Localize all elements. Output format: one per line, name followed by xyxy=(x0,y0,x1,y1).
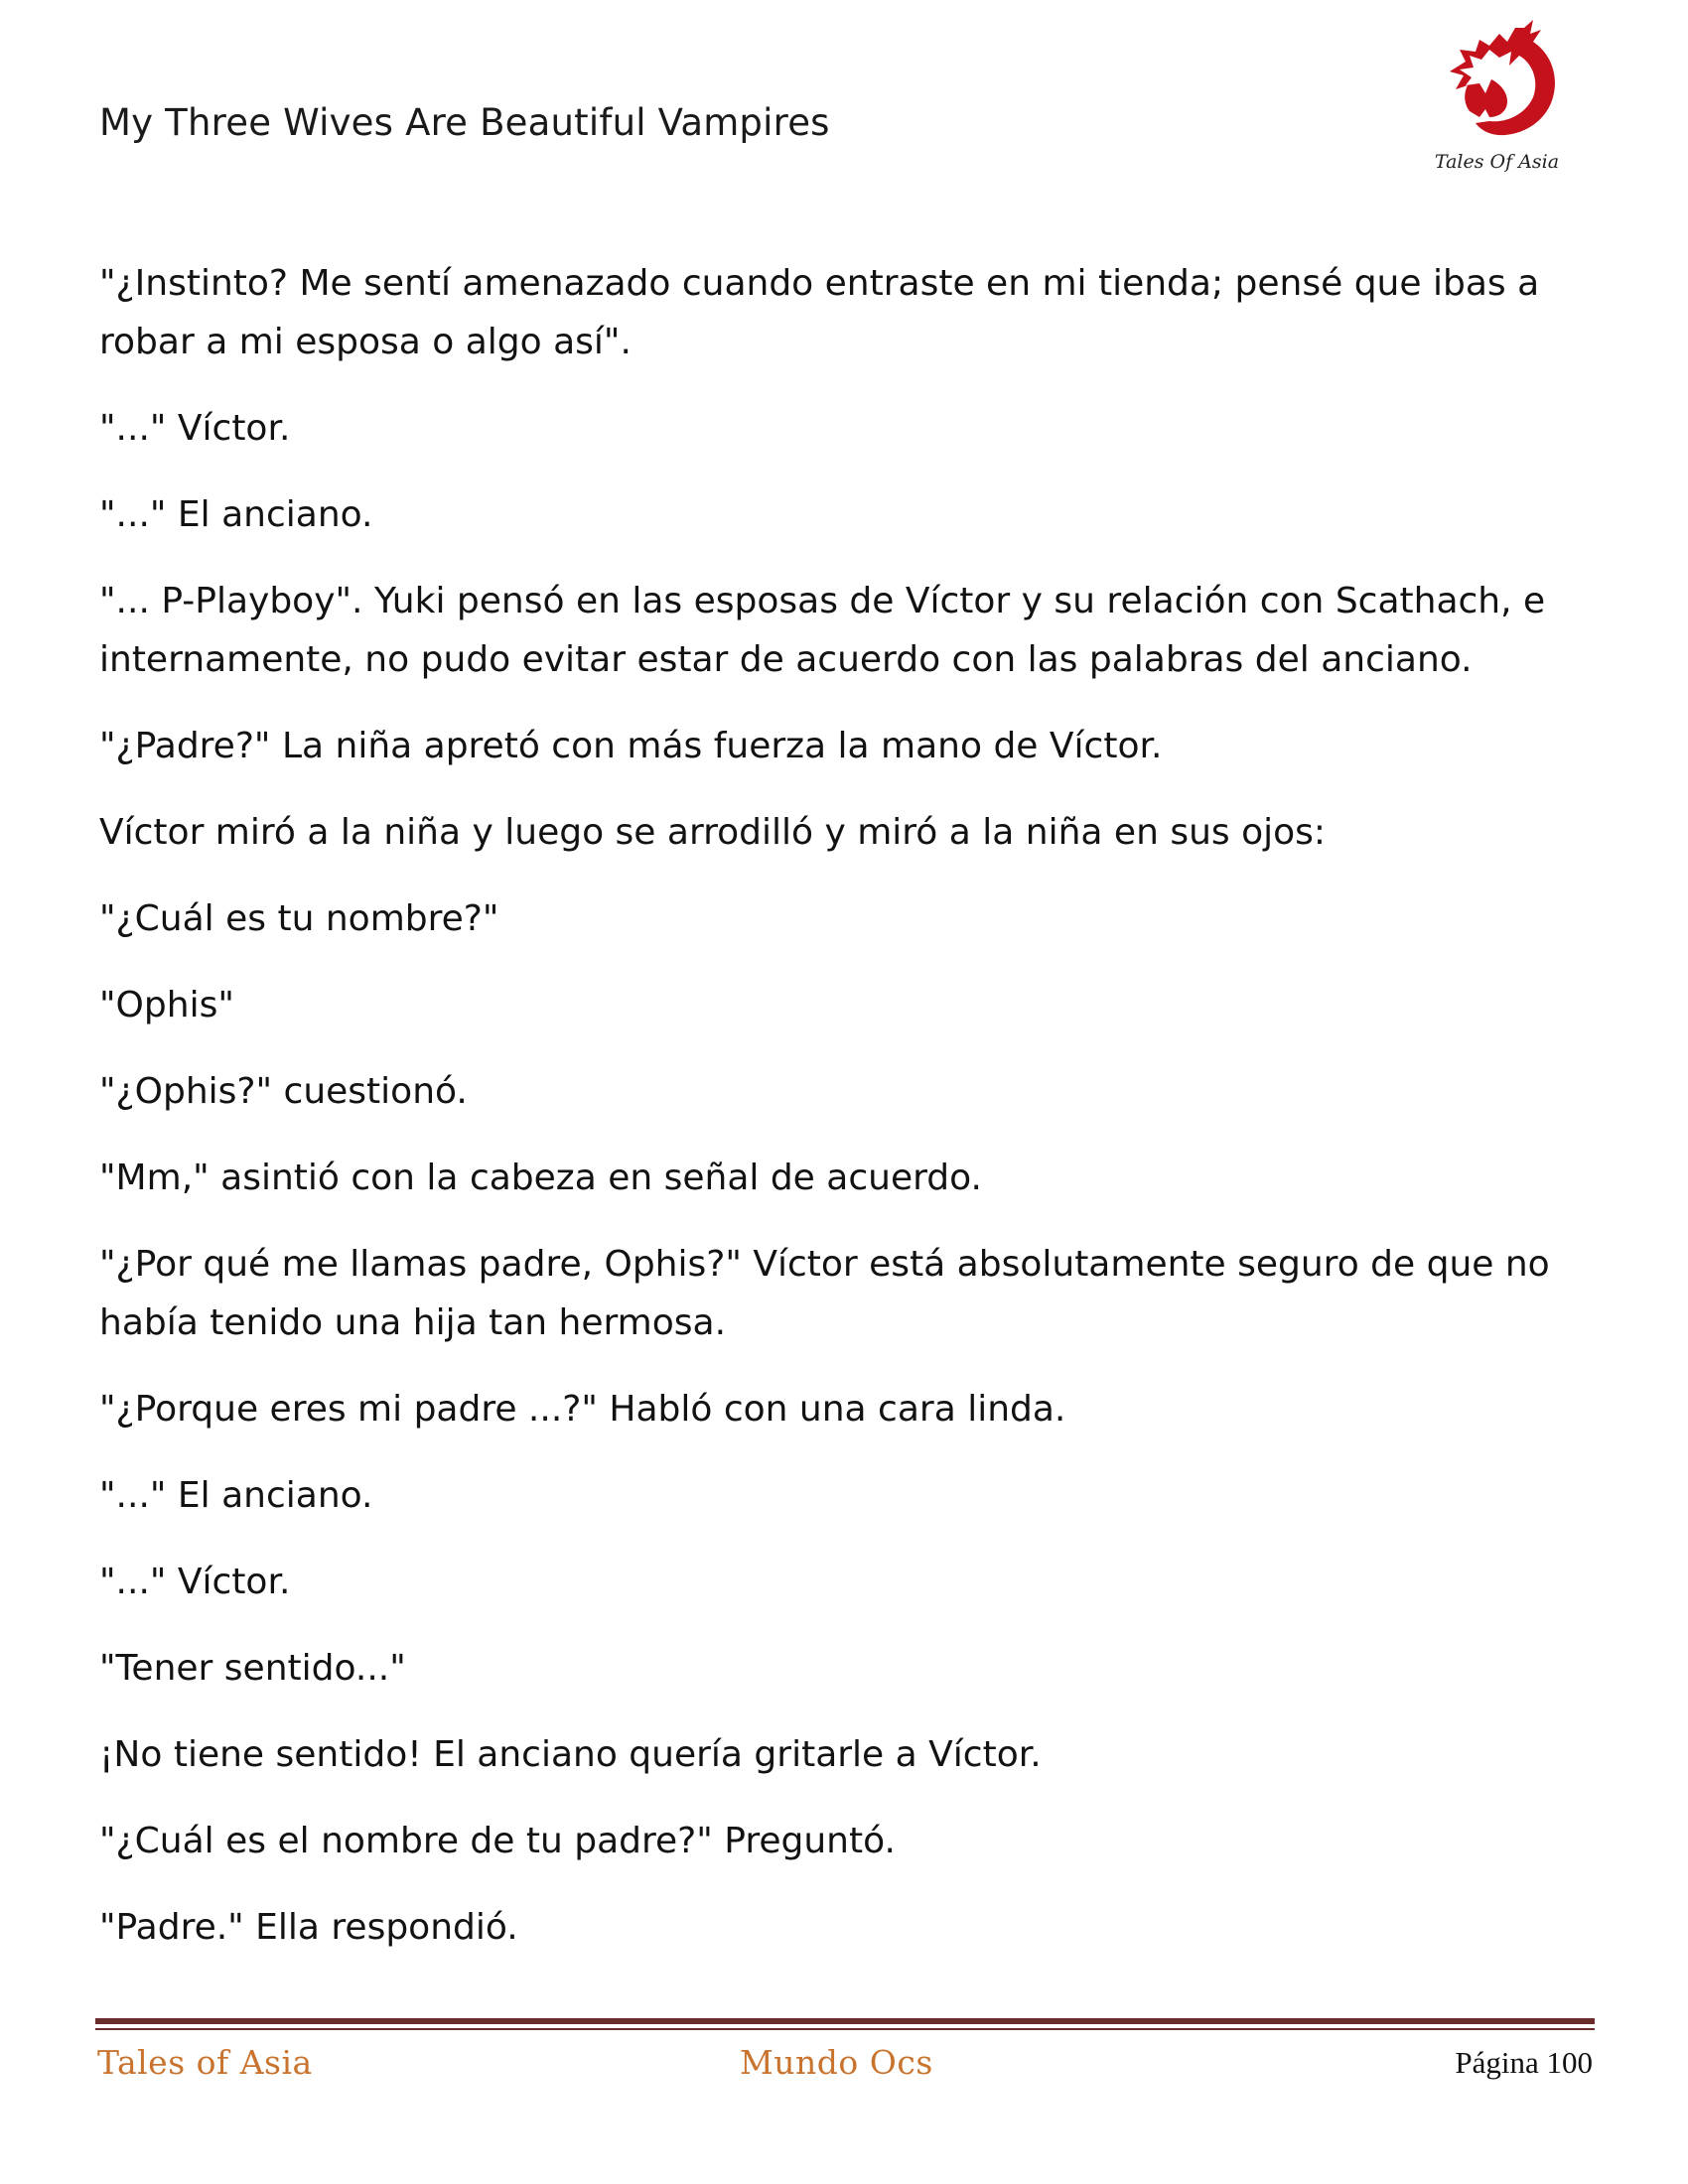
footer-divider xyxy=(95,2018,1595,2024)
footer-section: Mundo Ocs xyxy=(740,2043,933,2082)
dragon-icon xyxy=(1430,20,1564,159)
paragraph: "¿Padre?" La niña apretó con más fuerza la mano de Víctor. xyxy=(99,726,1163,766)
paragraph: "¿Ophis?" cuestionó. xyxy=(99,1071,468,1112)
paragraph: "Padre." Ella respondió. xyxy=(99,1907,518,1948)
paragraph: "Mm," asintió con la cabeza en señal de acuerdo. xyxy=(99,1158,982,1198)
paragraph: "..." El anciano. xyxy=(99,1475,373,1516)
paragraph: "¿Cuál es el nombre de tu padre?" Preguntó. xyxy=(99,1821,896,1861)
page-number: Página 100 xyxy=(1455,2045,1593,2080)
paragraph: "¿Porque eres mi padre ...?" Habló con una cara linda. xyxy=(99,1389,1066,1430)
paragraph: "¿Por qué me llamas padre, Ophis?" Víctor está absolutamente seguro de que no había tenido una hija tan hermosa. xyxy=(99,1244,1550,1343)
paragraph: Víctor miró a la niña y luego se arrodilló y miró a la niña en sus ojos: xyxy=(99,812,1327,853)
book-title: My Three Wives Are Beautiful Vampires xyxy=(99,101,830,144)
paragraph: "¿Cuál es tu nombre?" xyxy=(99,898,499,939)
paragraph: ¡No tiene sentido! El anciano quería gritarle a Víctor. xyxy=(99,1734,1042,1775)
tales-of-asia-logo xyxy=(1430,20,1564,184)
footer-publisher: Tales of Asia xyxy=(97,2043,313,2082)
footer-divider-thin xyxy=(95,2028,1595,2030)
logo-text: Tales Of Asia xyxy=(1434,151,1560,173)
paragraph: "Ophis" xyxy=(99,985,234,1025)
paragraph: "Tener sentido..." xyxy=(99,1648,406,1689)
paragraph: "¿Instinto? Me sentí amenazado cuando entraste en mi tienda; pensé que ibas a robar a mi esposa o algo así". xyxy=(99,263,1540,362)
paragraph: "..." El anciano. xyxy=(99,494,373,535)
paragraph: "... P-Playboy". Yuki pensó en las esposas de Víctor y su relación con Scathach, e internamente, no pudo evitar estar de acuerdo con las palabras del anciano. xyxy=(99,581,1546,680)
paragraph: "..." Víctor. xyxy=(99,408,291,449)
chapter-body xyxy=(99,254,1599,1984)
paragraph: "..." Víctor. xyxy=(99,1562,291,1602)
